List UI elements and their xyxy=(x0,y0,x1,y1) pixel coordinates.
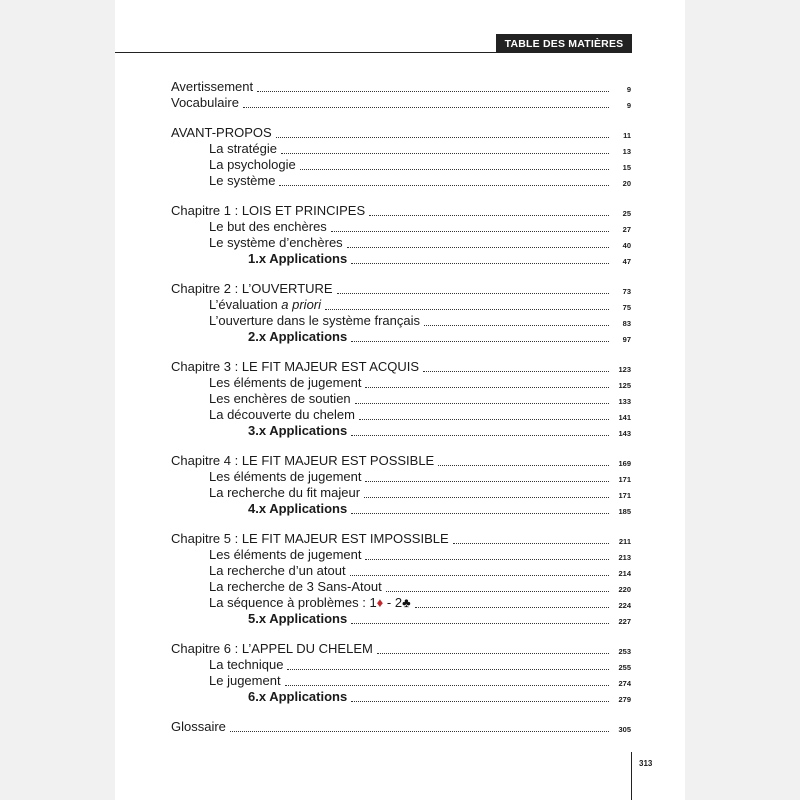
toc-subentry[interactable] xyxy=(171,157,631,173)
toc-label-text: La séquence à problèmes : xyxy=(209,595,370,610)
toc-page-number: 11 xyxy=(623,131,631,140)
toc-entry-avertissement[interactable] xyxy=(171,79,631,95)
section-tag: TABLE DES MATIÈRES xyxy=(496,34,632,53)
toc-applications[interactable] xyxy=(171,501,631,517)
toc-label: La découverte du chelem xyxy=(209,407,355,422)
dot-leader xyxy=(351,340,609,342)
dot-leader xyxy=(257,90,609,92)
toc-entry-glossaire[interactable] xyxy=(171,719,631,735)
toc-label: Chapitre 3 : LE FIT MAJEUR EST ACQUIS xyxy=(171,359,420,374)
dot-leader xyxy=(415,606,609,608)
toc-label: La recherche de 3 Sans-Atout xyxy=(209,579,382,594)
toc-page-number: 20 xyxy=(622,179,631,188)
toc-subentry[interactable] xyxy=(171,595,631,611)
toc-label: 5.x Applications xyxy=(248,611,348,626)
dot-leader xyxy=(355,402,609,404)
toc-subentry[interactable] xyxy=(171,297,631,313)
toc-label: Le système d’enchères xyxy=(209,235,343,250)
toc-page-number: 15 xyxy=(622,163,631,172)
toc-applications[interactable] xyxy=(171,689,631,705)
dot-leader xyxy=(281,152,609,154)
toc-subentry[interactable] xyxy=(171,673,631,689)
dot-leader xyxy=(364,496,609,498)
dot-leader xyxy=(351,700,609,702)
dot-leader xyxy=(423,370,609,372)
toc-label: Vocabulaire xyxy=(171,95,239,110)
toc-page-number: 274 xyxy=(618,679,631,688)
dot-leader xyxy=(365,480,609,482)
toc-label: 4.x Applications xyxy=(248,501,348,516)
toc-page-number: 25 xyxy=(622,209,631,218)
toc-page-number: 211 xyxy=(618,537,631,546)
dot-leader xyxy=(276,136,609,138)
toc-page-number: 83 xyxy=(622,319,631,328)
toc-page-number: 73 xyxy=(622,287,631,296)
toc-entry-chapitre-1[interactable] xyxy=(171,203,631,219)
dot-leader xyxy=(350,574,609,576)
dot-leader xyxy=(377,652,609,654)
toc-label: Glossaire xyxy=(171,719,226,734)
toc-applications[interactable] xyxy=(171,329,631,345)
toc-page-number: 9 xyxy=(626,85,631,94)
toc-label: Les éléments de jugement xyxy=(209,375,362,390)
toc-page-number: 75 xyxy=(622,303,631,312)
toc-applications[interactable] xyxy=(171,251,631,267)
dot-leader xyxy=(351,434,609,436)
dot-leader xyxy=(287,668,609,670)
toc-label: La recherche du fit majeur xyxy=(209,485,361,500)
dot-leader xyxy=(365,558,609,560)
toc-page-number: 227 xyxy=(618,617,631,626)
toc-subentry[interactable] xyxy=(171,313,631,329)
toc-entry-vocabulaire[interactable] xyxy=(171,95,631,111)
bid-level-1: 1 xyxy=(369,595,377,610)
toc-label: 1.x Applications xyxy=(248,251,348,266)
dot-leader xyxy=(285,684,609,686)
toc-applications[interactable] xyxy=(171,611,631,627)
toc-subentry[interactable] xyxy=(171,407,631,423)
toc-page-number: 123 xyxy=(618,365,631,374)
toc-page-number: 224 xyxy=(618,601,631,610)
toc-page-number: 255 xyxy=(618,663,631,672)
dot-leader xyxy=(359,418,609,420)
dot-leader xyxy=(325,308,609,310)
toc-label-italic: a priori xyxy=(281,297,322,312)
toc-page-number: 47 xyxy=(622,257,631,266)
dot-leader xyxy=(331,230,609,232)
dot-leader xyxy=(369,214,609,216)
toc-label: Chapitre 5 : LE FIT MAJEUR EST IMPOSSIBLE xyxy=(171,531,449,546)
toc-page-number: 125 xyxy=(618,381,631,390)
toc-page-number: 97 xyxy=(622,335,631,344)
toc-page-number: 279 xyxy=(618,695,631,704)
toc-page-number: 185 xyxy=(618,507,631,516)
toc-label: La stratégie xyxy=(209,141,277,156)
toc-subentry[interactable] xyxy=(171,173,631,189)
dot-leader xyxy=(347,246,609,248)
toc-label-text: L’évaluation xyxy=(209,297,282,312)
toc-subentry[interactable] xyxy=(171,657,631,673)
toc-entry-chapitre-2[interactable] xyxy=(171,281,631,297)
toc-entry-chapitre-5[interactable] xyxy=(171,531,631,547)
table-of-contents xyxy=(171,79,631,735)
toc-subentry[interactable] xyxy=(171,391,631,407)
toc-label: Le but des enchères xyxy=(209,219,327,234)
toc-subentry[interactable] xyxy=(171,563,631,579)
toc-page-number: 143 xyxy=(618,429,631,438)
toc-subentry[interactable] xyxy=(171,469,631,485)
dot-leader xyxy=(230,730,609,732)
toc-entry-chapitre-6[interactable] xyxy=(171,641,631,657)
toc-page-number: 133 xyxy=(618,397,631,406)
dot-leader xyxy=(243,106,609,108)
toc-label: Les éléments de jugement xyxy=(209,469,362,484)
toc-label: Le système xyxy=(209,173,276,188)
dot-leader xyxy=(438,464,609,466)
toc-label: Avertissement xyxy=(171,79,254,94)
bid-separator-level-2: - 2 xyxy=(383,595,403,610)
toc-label xyxy=(209,595,411,611)
toc-label xyxy=(209,297,321,313)
toc-label: AVANT-PROPOS xyxy=(171,125,272,140)
toc-label: La technique xyxy=(209,657,284,672)
toc-subentry[interactable] xyxy=(171,547,631,563)
dot-leader xyxy=(279,184,609,186)
toc-page-number: 171 xyxy=(618,475,631,484)
dot-leader xyxy=(300,168,609,170)
toc-entry-avant-propos[interactable] xyxy=(171,125,631,141)
toc-label: 3.x Applications xyxy=(248,423,348,438)
toc-subentry[interactable] xyxy=(171,579,631,595)
dot-leader xyxy=(386,590,609,592)
page-number: 313 xyxy=(639,759,653,768)
toc-applications[interactable] xyxy=(171,423,631,439)
toc-page-number: 214 xyxy=(618,569,631,578)
toc-page-number: 213 xyxy=(618,553,631,562)
toc-entry-chapitre-4[interactable] xyxy=(171,453,631,469)
toc-page-number: 9 xyxy=(626,101,631,110)
toc-label: Le jugement xyxy=(209,673,281,688)
toc-page-number: 40 xyxy=(622,241,631,250)
toc-label: Les enchères de soutien xyxy=(209,391,351,406)
dot-leader xyxy=(351,622,609,624)
toc-label: Chapitre 2 : L’OUVERTURE xyxy=(171,281,333,296)
toc-label: La psychologie xyxy=(209,157,296,172)
toc-label: Chapitre 4 : LE FIT MAJEUR EST POSSIBLE xyxy=(171,453,435,468)
toc-page-number: 171 xyxy=(618,491,631,500)
toc-label: Les éléments de jugement xyxy=(209,547,362,562)
dot-leader xyxy=(424,324,609,326)
toc-page-number: 27 xyxy=(622,225,631,234)
toc-page-number: 220 xyxy=(618,585,631,594)
toc-subentry[interactable] xyxy=(171,375,631,391)
toc-subentry[interactable] xyxy=(171,141,631,157)
toc-page-number: 13 xyxy=(622,147,631,156)
toc-page-number: 169 xyxy=(618,459,631,468)
dot-leader xyxy=(351,512,609,514)
book-page xyxy=(115,0,685,800)
toc-page-number: 253 xyxy=(618,647,631,656)
toc-label: 2.x Applications xyxy=(248,329,348,344)
folio-rule xyxy=(631,752,632,800)
toc-subentry[interactable] xyxy=(171,219,631,235)
diamond-icon: ♦ xyxy=(376,595,384,610)
toc-label: L’ouverture dans le système français xyxy=(209,313,420,328)
toc-subentry[interactable] xyxy=(171,235,631,251)
toc-label: Chapitre 1 : LOIS ET PRINCIPES xyxy=(171,203,366,218)
dot-leader xyxy=(365,386,609,388)
toc-subentry[interactable] xyxy=(171,485,631,501)
toc-page-number: 141 xyxy=(618,413,631,422)
club-icon: ♣ xyxy=(402,595,411,610)
toc-page-number: 305 xyxy=(618,725,631,734)
toc-label: Chapitre 6 : L’APPEL DU CHELEM xyxy=(171,641,373,656)
dot-leader xyxy=(351,262,609,264)
toc-label: 6.x Applications xyxy=(248,689,348,704)
toc-label: La recherche d’un atout xyxy=(209,563,346,578)
dot-leader xyxy=(337,292,609,294)
dot-leader xyxy=(453,542,609,544)
toc-entry-chapitre-3[interactable] xyxy=(171,359,631,375)
